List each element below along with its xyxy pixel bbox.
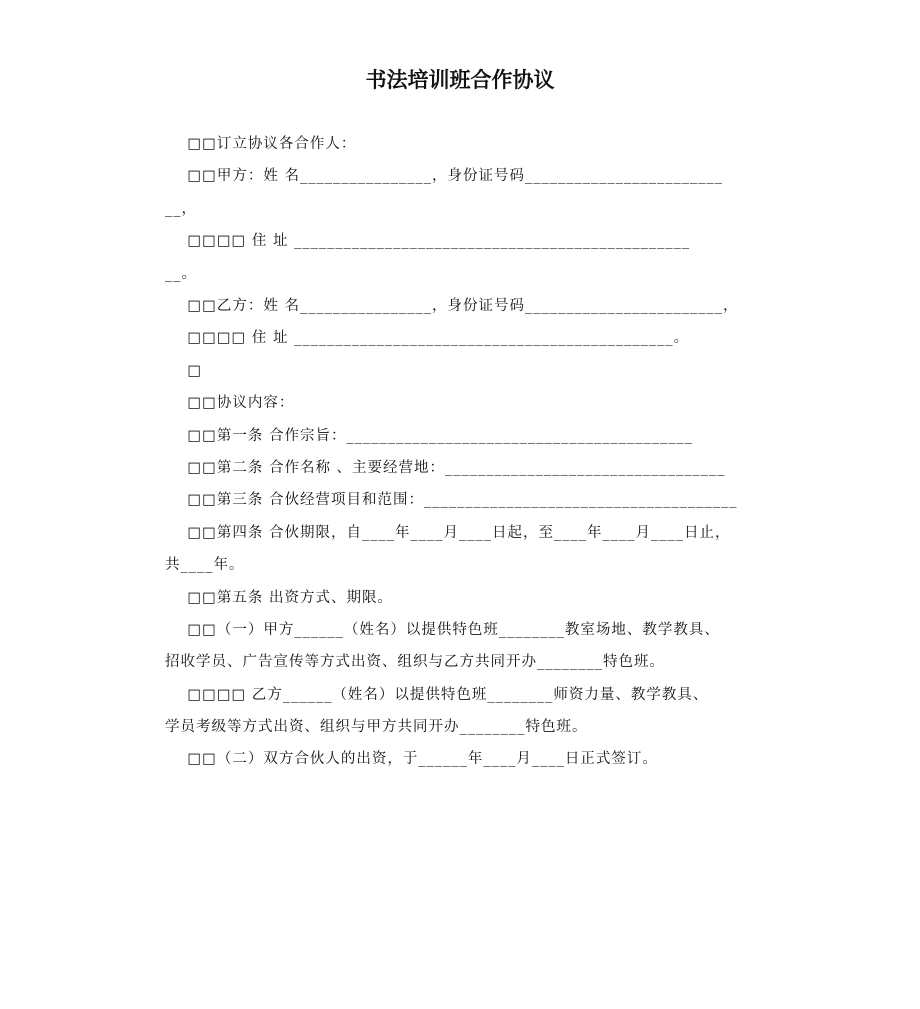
text-line: □□第一条 合作宗旨：__________________________________________ bbox=[165, 428, 693, 444]
text-line: 学员考级等方式出资、组织与甲方共同开办________特色班。 bbox=[165, 719, 588, 735]
text-line: □□第四条 合伙期限，自____年____月____日起，至____年____月____日止， bbox=[165, 525, 731, 541]
text-line: __， bbox=[165, 201, 197, 217]
text-line: □□乙方：姓 名________________，身份证号码________________________， bbox=[165, 298, 739, 314]
text-line: □□第五条 出资方式、期限。 bbox=[165, 590, 393, 606]
document-title: 书法培训班合作协议 bbox=[365, 68, 555, 92]
text-line: □□（一）甲方______（姓名）以提供特色班________教室场地、教学教具、 bbox=[165, 622, 720, 638]
text-line: □□□□ 住 址 ________________________________________________ bbox=[165, 233, 691, 249]
text-line: □□协议内容： bbox=[165, 395, 295, 411]
text-line: □□甲方：姓 名________________，身份证号码________________________ bbox=[165, 168, 723, 184]
text-line: 招收学员、广告宣传等方式出资、组织与乙方共同开办________特色班。 bbox=[165, 654, 665, 670]
text-line: □□第三条 合伙经营项目和范围：______________________________________ bbox=[165, 492, 738, 508]
text-line: 共____年。 bbox=[165, 557, 245, 573]
text-line: □□第二条 合作名称 、主要经营地：__________________________________ bbox=[165, 460, 726, 476]
text-line: □□□□ 住 址 ______________________________________________。 bbox=[165, 330, 690, 346]
text-line: □ bbox=[165, 363, 203, 379]
text-line: □□（二）双方合伙人的出资，于______年____月____日正式签订。 bbox=[165, 751, 658, 767]
text-line: □□订立协议各合作人： bbox=[165, 136, 357, 152]
text-line: □□□□ 乙方______（姓名）以提供特色班________师资力量、教学教具、 bbox=[165, 687, 709, 703]
text-line: __。 bbox=[165, 266, 197, 282]
